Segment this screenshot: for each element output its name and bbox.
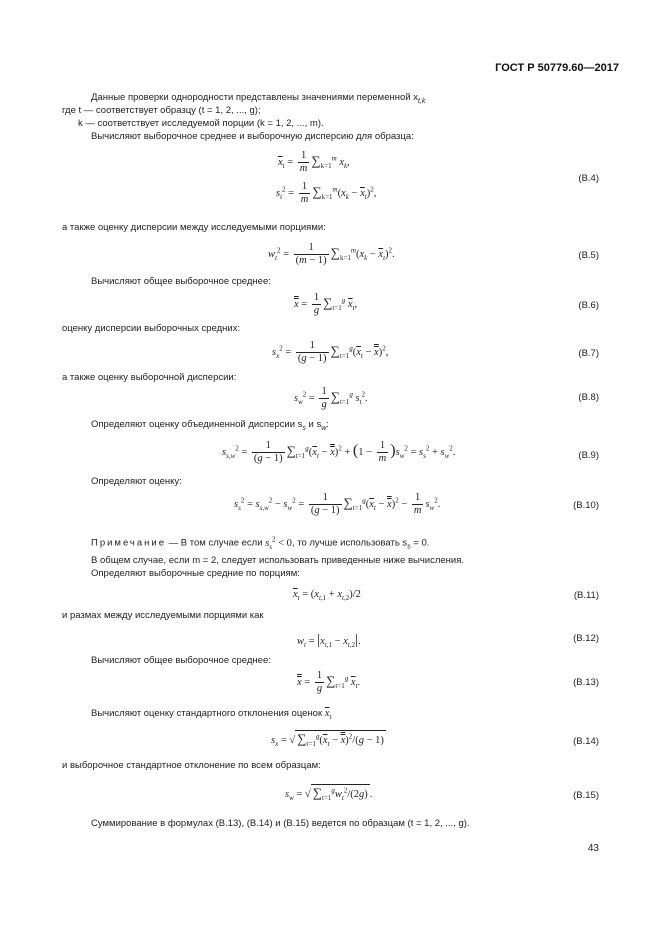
equation-number: (В.8) [578,392,599,403]
page-number: 43 [587,843,599,854]
paragraph-where-t: где t — соответствует образцу (t = 1, 2, ..., g); [62,105,261,116]
equation-number: (В.11) [573,590,599,601]
paragraph-where-k: k — соответствует исследуемой порции (k = 1, 2, ..., m). [78,118,324,129]
formula-range: $w_t = |x_{t,1} - x_{t,2}|$. [297,632,361,650]
formula-overall-mean-2: x = $\frac{1}{g}$ $\sum_{t=1}^g$ $\overline{x}_t$. [297,670,361,694]
formula-mean-pair: $\overline{x}_t = (x_{t,1} + x_{t,2})/2$ [293,589,361,603]
equation-number: (В.12) [573,633,599,644]
formula-sx: $s_x$ = √ $\sum_{t=1}^g(\overline{x}_t - x)^2/(g - 1)$ [271,731,384,749]
paragraph-between-variance: а также оценку дисперсии между исследуемыми порциями: [62,222,326,233]
formula-sw: $s_w$ = √ $\sum_{t=1}^gw_t^2/(2g)$ . [285,785,373,803]
equation-number: (В.14) [573,736,599,747]
equation-number: (В.9) [578,450,599,461]
paragraph-portion-means: Определяют выборочные средние по порциям: [91,568,300,579]
paragraph-pooled-variance: Определяют оценку объединенной дисперсии $s_s$ и $s_w$: [91,419,329,432]
paragraph-sample-variance: а также оценку выборочной дисперсии: [62,372,237,383]
formula-ss2: $s_s^2 = s_{s,w}^2 - s_w^2$ = $\frac{1}{(g - 1)}$ $\sum_{t=1}^g(\overline{x}_t - x)^2$ − $\frac{1}{m}$ $s_w^2$. [234,492,441,516]
equation-number: (В.10) [573,500,599,511]
paragraph-overall-mean-2: Вычисляют общее выборочное среднее: [91,655,271,666]
paragraph-estimate: Определяют оценку: [91,476,182,487]
paragraph-compute-mean: Вычисляют выборочное среднее и выборочную дисперсию для образца: [91,131,414,142]
paragraph-range: и размах между исследуемыми порциями как [62,610,264,621]
equation-number: (В.6) [578,300,599,311]
formula-sw2: $s_w^2$ = $\frac{1}{g}$ $\sum_{t=1}^g$ $s_t^2$. [294,386,368,410]
formula-w-t: $w_t^2$ = $\frac{1}{(m - 1)}$ $\sum_{k=1}^m(x_k - \overline{x}_t)^2$. [268,242,395,266]
formula-variance-t: $s_t^2$ = $\frac{1}{m}$ $\sum_{k=1}^m(x_k - \overline{x}_t)^2$, [276,181,377,205]
formula-overall-mean: x = $\frac{1}{g}$ $\sum_{t=1}^g$ $\overline{x}_t$, [294,292,358,316]
paragraph-intro: Данные проверки однородности представлены значениями переменной $x_{t,k}$ [91,92,426,105]
formula-mean-t: $\overline{x}_t$ = $\frac{1}{m}$ $\sum_{k=1}^m$ $x_k$, [278,150,350,174]
equation-number: (В.5) [578,250,599,261]
note: Примечание — В том случае если $s_s^2 < 0$, то лучше использовать $s_s = 0$. [91,535,430,551]
paragraph-general-case: В общем случае, если m = 2, следует использовать приведенные ниже вычисления. [91,555,464,566]
formula-ssw2: $s_{s,w}^2$ = $\frac{1}{(g - 1)}$ $\sum_{t=1}^g(\overline{x}_t - x)^2 + (1$ − $\frac{1}{m}$ )$s_w^2 = s_s^2 + s_w^2$. [222,440,456,464]
formula-sx2: $s_x^2$ = $\frac{1}{(g - 1)}$ $\sum_{t=1}^g(\overline{x}_t - x)^2$, [272,340,389,364]
equation-number: (В.13) [573,677,599,688]
paragraph-mean-variance: оценку дисперсии выборочных средних: [62,323,241,334]
equation-number: (В.7) [578,348,599,359]
equation-number: (В.4) [578,173,599,184]
paragraph-summation-note: Суммирование в формулах (В.13), (В.14) и (В.15) ведется по образцам (t = 1, 2, ..., g). [91,818,470,829]
paragraph-overall-std: и выборочное стандартное отклонение по всем образцам: [62,760,321,771]
paragraph-overall-mean: Вычисляют общее выборочное среднее: [91,276,271,287]
paragraph-std-estimates: Вычисляют оценку стандартного отклонения оценок $\overline{x}_t$ [91,708,332,722]
equation-number: (В.15) [573,790,599,801]
document-header: ГОСТ Р 50779.60—2017 [495,62,619,74]
